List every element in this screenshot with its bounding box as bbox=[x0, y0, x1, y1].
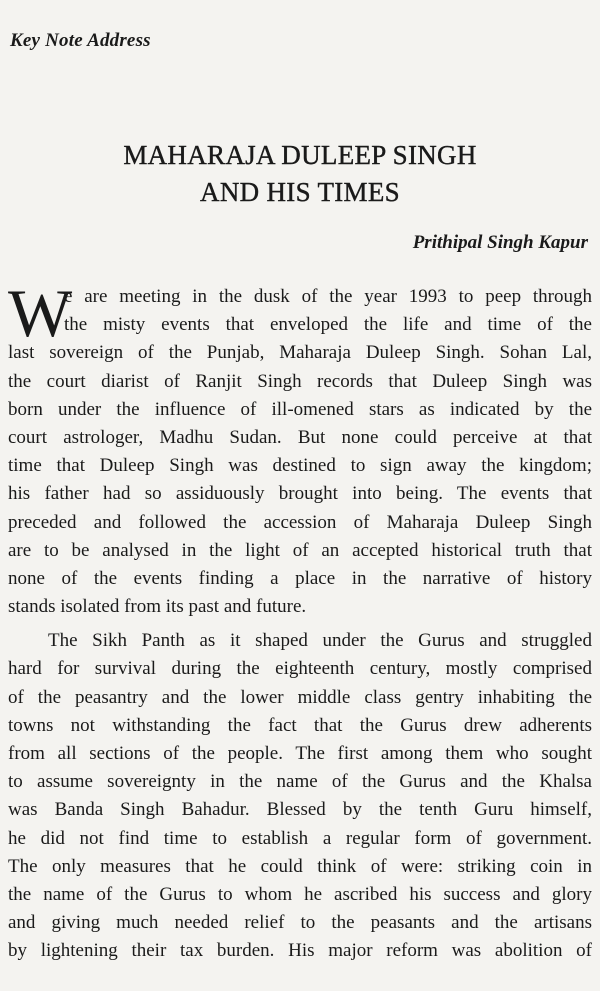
article-title bbox=[0, 137, 600, 211]
text-line: The Sikh Panth as it shaped under the Gurus and struggled bbox=[48, 630, 592, 652]
text-line: the court diarist of Ranjit Singh records that Duleep Singh was bbox=[8, 370, 592, 392]
paragraph-2 bbox=[8, 627, 592, 965]
text-line: born under the influence of ill-omened stars as indicated by the bbox=[8, 398, 592, 420]
text-line: by lightening their tax burden. His major reform was abolition of bbox=[8, 940, 592, 962]
drop-cap: W bbox=[8, 275, 73, 351]
text-line: the misty events that enveloped the life and time of the bbox=[64, 314, 592, 336]
text-line: The only measures that he could think of were: striking coin in bbox=[8, 855, 592, 877]
title-line-1: MAHARAJA DULEEP SINGH bbox=[123, 140, 477, 170]
article-body bbox=[8, 275, 592, 966]
text-line: he did not find time to establish a regular form of government. bbox=[8, 827, 592, 849]
author-name: Prithipal Singh Kapur bbox=[412, 232, 588, 253]
section-label: Key Note Address bbox=[10, 30, 151, 51]
text-line: time that Duleep Singh was destined to sign away the kingdom; bbox=[8, 455, 592, 477]
title-line-2: AND HIS TIMES bbox=[200, 177, 400, 207]
text-line: are to be analysed in the light of an accepted historical truth that bbox=[8, 539, 592, 561]
text-line: his father had so assiduously brought into being. The events that bbox=[8, 483, 592, 505]
text-line: and giving much needed relief to the peasants and the artisans bbox=[8, 912, 592, 934]
text-line: none of the events finding a place in the narrative of history bbox=[8, 567, 592, 589]
paragraph-1 bbox=[8, 275, 592, 621]
text-line: the name of the Gurus to whom he ascribed his success and glory bbox=[8, 883, 592, 905]
text-line: of the peasantry and the lower middle class gentry inhabiting the bbox=[8, 686, 592, 708]
text-line: court astrologer, Madhu Sudan. But none could perceive at that bbox=[8, 426, 592, 448]
text-line: preceded and followed the accession of Maharaja Duleep Singh bbox=[8, 511, 592, 533]
text-line: hard for survival during the eighteenth century, mostly comprised bbox=[8, 658, 592, 680]
text-line: was Banda Singh Bahadur. Blessed by the tenth Guru himself, bbox=[8, 799, 592, 821]
text-line: stands isolated from its past and future. bbox=[8, 596, 307, 618]
text-line: last sovereign of the Punjab, Maharaja Duleep Singh. Sohan Lal, bbox=[8, 342, 592, 364]
text-line: e are meeting in the dusk of the year 1993 to peep through bbox=[64, 286, 592, 307]
text-line: towns not withstanding the fact that the Gurus drew adherents bbox=[8, 714, 592, 736]
text-line: to assume sovereignty in the name of the Gurus and the Khalsa bbox=[8, 771, 592, 793]
text-line: from all sections of the people. The first among them who sought bbox=[8, 743, 592, 764]
